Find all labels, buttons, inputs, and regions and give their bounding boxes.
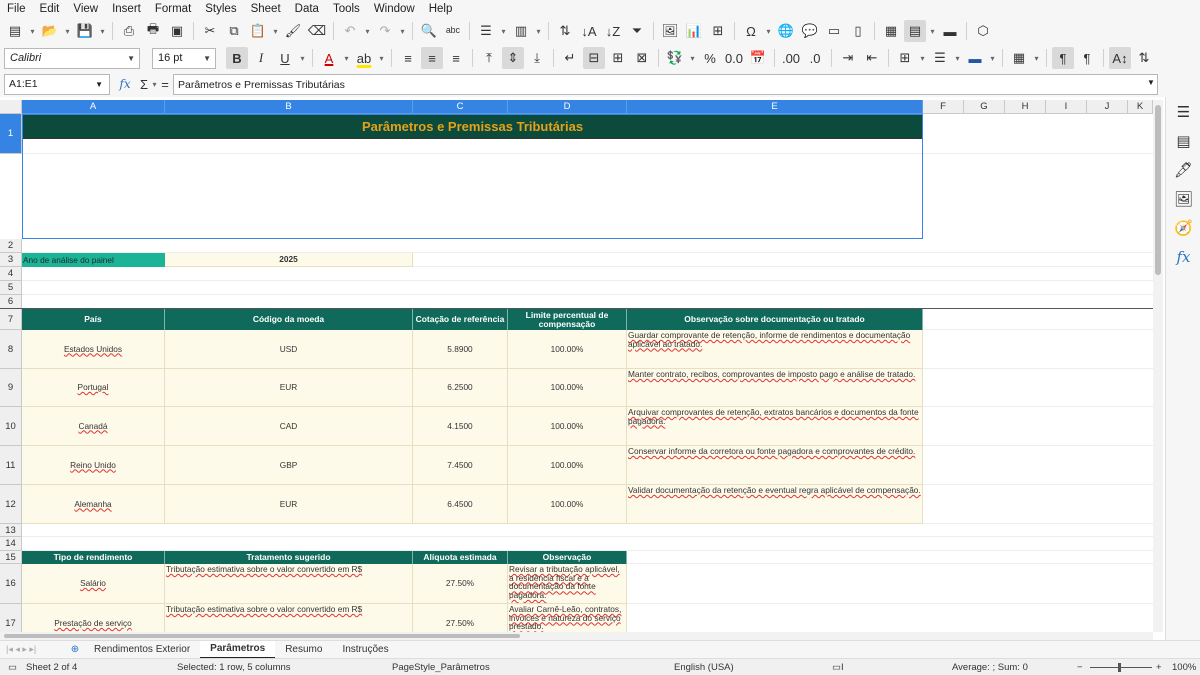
row-header-3[interactable]: 3 xyxy=(0,253,22,267)
copy-icon[interactable]: ⧉ xyxy=(229,23,239,38)
find-replace-icon[interactable]: 🔍 xyxy=(420,23,438,38)
number-format-icon[interactable]: 0.0 xyxy=(724,50,744,66)
countries-cell[interactable]: Manter contrato, recibos, comprovantes de imposto pago e análise de tratado. xyxy=(627,369,923,407)
column-header-f[interactable]: F xyxy=(923,100,964,114)
countries-header-3: Limite percentual de compensação xyxy=(508,309,627,330)
row-header-5[interactable]: 5 xyxy=(0,281,22,295)
income-cell[interactable]: 27.50% xyxy=(413,564,508,604)
countries-header-4: Observação sobre documentação ou tratado xyxy=(627,309,923,330)
standard-toolbar xyxy=(0,17,1200,45)
row-header-14[interactable]: 14 xyxy=(0,537,22,551)
comment-icon[interactable]: 💬 xyxy=(801,23,819,38)
gridline-row-5 xyxy=(22,294,1153,295)
font-name-input[interactable] xyxy=(4,48,140,69)
menu-item-format[interactable]: Format xyxy=(154,2,192,15)
countries-cell[interactable]: 100.00% xyxy=(508,407,627,446)
border-color-dropdown-icon[interactable]: ▾ xyxy=(990,53,995,63)
countries-cell[interactable]: 100.00% xyxy=(508,485,627,524)
align-left-icon[interactable]: ≡ xyxy=(404,50,412,66)
align-bottom-icon[interactable]: ⤓ xyxy=(534,50,540,65)
name-box[interactable] xyxy=(4,74,110,95)
text-direction-ltr-icon[interactable]: ¶ xyxy=(1052,47,1074,69)
undo-icon[interactable]: ↶ xyxy=(344,23,356,38)
row-header-6[interactable]: 6 xyxy=(0,295,22,309)
tab-rendimentos-exterior[interactable]: Rendimentos Exterior xyxy=(94,644,191,655)
menu-item-help[interactable]: Help xyxy=(428,2,453,15)
income-cell[interactable]: 27.50% xyxy=(413,604,508,632)
income-cell[interactable]: Prestação de serviço xyxy=(22,604,165,632)
sidebar xyxy=(1165,97,1200,657)
year-label: Ano de análise do painel xyxy=(22,253,165,267)
page-style[interactable]: PageStyle_Parâmetros xyxy=(392,662,490,673)
show-draw-functions-icon[interactable]: ▬ xyxy=(943,23,957,39)
clear-formatting-icon[interactable]: ⌫ xyxy=(307,23,327,38)
align-right-icon[interactable]: ≡ xyxy=(452,50,460,66)
menu-item-view[interactable]: View xyxy=(73,2,99,15)
properties-icon[interactable]: ▤ xyxy=(1176,132,1191,150)
sheet-title[interactable]: Parâmetros e Premissas Tributárias xyxy=(22,114,923,139)
income-header-3: Observação xyxy=(508,551,627,564)
income-cell[interactable]: Salário xyxy=(22,564,165,604)
open-folder-icon[interactable]: 📂 xyxy=(41,23,59,38)
cut-icon[interactable]: ✂ xyxy=(204,23,216,38)
align-middle-icon[interactable]: ⇕ xyxy=(502,47,524,69)
decrease-indent-icon[interactable]: ⇤ xyxy=(866,50,878,65)
wrap-text-icon[interactable]: ↵ xyxy=(564,50,576,65)
stacked-text-icon[interactable]: ⇅ xyxy=(1138,50,1150,65)
zoom-slider[interactable] xyxy=(1090,667,1152,668)
highlight-dropdown-icon[interactable]: ▾ xyxy=(379,53,384,63)
tab-parametros[interactable]: Parâmetros xyxy=(200,641,275,659)
redo-dropdown-icon[interactable]: ▾ xyxy=(400,26,405,36)
clone-formatting-icon[interactable]: 🖌 xyxy=(284,23,302,38)
countries-cell[interactable]: 5.8900 xyxy=(413,330,508,369)
row-dropdown-icon[interactable]: ▾ xyxy=(501,26,506,36)
split-window-icon[interactable]: ▤ xyxy=(904,20,926,42)
gridline-row-4 xyxy=(22,280,1153,281)
countries-cell[interactable]: 4.1500 xyxy=(413,407,508,446)
income-header-1: Tratamento sugerido xyxy=(165,551,413,564)
font-color-dropdown-icon[interactable]: ▾ xyxy=(344,53,349,63)
column-header-b[interactable]: B xyxy=(165,100,413,114)
navigator-icon[interactable]: 🧭 xyxy=(1174,219,1193,237)
merge-center-icon[interactable]: ⊟ xyxy=(583,47,605,69)
menu-item-file[interactable]: File xyxy=(7,2,26,15)
expand-formula-icon[interactable]: ▼ xyxy=(1147,78,1155,87)
formatting-toolbar xyxy=(0,45,1200,71)
border-color-icon[interactable]: ▬ xyxy=(968,50,982,66)
horizontal-scrollbar[interactable] xyxy=(0,632,1153,640)
column-header-k[interactable]: K xyxy=(1128,100,1153,114)
formula-input[interactable] xyxy=(173,74,1158,95)
paste-dropdown-icon[interactable]: ▾ xyxy=(273,26,278,36)
countries-cell[interactable]: 6.4500 xyxy=(413,485,508,524)
menu-icon[interactable]: ☰ xyxy=(1176,103,1191,121)
underline-dropdown-icon[interactable]: ▾ xyxy=(300,53,305,63)
name-box-value: A1:E1 xyxy=(9,78,38,90)
column-header-j[interactable]: J xyxy=(1087,100,1128,114)
countries-cell[interactable]: GBP xyxy=(165,446,413,485)
align-top-icon[interactable]: ⤒ xyxy=(486,50,492,65)
countries-cell[interactable]: 100.00% xyxy=(508,446,627,485)
row-header-12[interactable]: 12 xyxy=(0,485,22,524)
border-style-dropdown-icon[interactable]: ▾ xyxy=(955,53,960,63)
sum-dropdown-icon[interactable]: ▾ xyxy=(152,79,157,89)
font-size-input[interactable] xyxy=(152,48,216,69)
spreadsheet-grid[interactable] xyxy=(0,100,1153,632)
formula-bar xyxy=(0,71,1200,97)
horizontal-scroll-thumb[interactable] xyxy=(4,634,520,638)
merge-cells-icon[interactable]: ⊞ xyxy=(612,50,624,65)
formula-icon[interactable]: = xyxy=(161,76,169,92)
row-header-11[interactable]: 11 xyxy=(0,446,22,485)
countries-cell[interactable]: 7.4500 xyxy=(413,446,508,485)
row-header-17[interactable]: 17 xyxy=(0,604,22,632)
italic-icon[interactable]: I xyxy=(258,50,264,65)
sheet-position: Sheet 2 of 4 xyxy=(26,662,78,673)
vertical-scroll-thumb[interactable] xyxy=(1155,105,1161,275)
column-header-e[interactable]: E xyxy=(627,100,923,114)
insert-chart-icon[interactable]: 📊 xyxy=(685,23,703,38)
income-cell[interactable]: Tributação estimativa sobre o valor convertido em R$ xyxy=(165,604,413,632)
countries-cell[interactable]: 100.00% xyxy=(508,330,627,369)
countries-header-0: País xyxy=(22,309,165,330)
countries-cell[interactable]: Estados Unidos xyxy=(22,330,165,369)
countries-cell[interactable]: Reino Unido xyxy=(22,446,165,485)
vertical-text-icon[interactable]: A↕ xyxy=(1109,47,1131,69)
countries-cell[interactable]: Validar documentação da retenção e eventual regra aplicável de compensação. xyxy=(627,485,923,524)
print-preview-icon[interactable]: ▣ xyxy=(170,23,184,38)
income-header-0: Tipo de rendimento xyxy=(22,551,165,564)
sheet-status-icon: ▭ xyxy=(8,662,17,673)
status-bar xyxy=(0,658,1200,675)
income-cell[interactable]: Revisar a tributação aplicável, a residência fiscal e a documentação da fonte pagadora. xyxy=(508,564,627,604)
sum-icon[interactable]: Σ xyxy=(139,76,149,92)
chevron-down-icon[interactable]: ▼ xyxy=(203,53,211,63)
selection-status: Selected: 1 row, 5 columns xyxy=(177,662,291,673)
percent-icon[interactable]: % xyxy=(704,50,716,66)
countries-header-2: Cotação de referência xyxy=(413,309,508,330)
date-format-icon[interactable]: 📅 xyxy=(749,50,767,65)
menu-item-data[interactable]: Data xyxy=(294,2,319,15)
menu-item-styles[interactable]: Styles xyxy=(205,2,237,15)
menu-item-tools[interactable]: Tools xyxy=(332,2,360,15)
row-header-2[interactable]: 2 xyxy=(0,239,22,253)
countries-cell[interactable]: EUR xyxy=(165,369,413,407)
conditional-format-icon[interactable]: ▦ xyxy=(1012,50,1026,65)
countries-header-1: Código da moeda xyxy=(165,309,413,330)
row-header-1[interactable]: 1 xyxy=(0,114,22,154)
sort-descending-icon[interactable]: ↓Z xyxy=(605,23,621,39)
column-header-c[interactable]: C xyxy=(413,100,508,114)
countries-cell[interactable]: 6.2500 xyxy=(413,369,508,407)
gallery-icon[interactable]: 🖼 xyxy=(1173,190,1194,208)
underline-icon[interactable]: U xyxy=(280,50,290,66)
zoom-out-icon[interactable]: − xyxy=(1077,662,1083,673)
conditional-dropdown-icon[interactable]: ▾ xyxy=(1034,53,1039,63)
delete-decimal-icon[interactable]: .0 xyxy=(809,50,821,66)
bold-icon[interactable]: B xyxy=(226,47,248,69)
function-wizard-icon[interactable]: fx xyxy=(119,77,131,91)
language-status[interactable]: English (USA) xyxy=(674,662,734,673)
year-value[interactable]: 2025 xyxy=(165,253,413,267)
font-name-value: Calibri xyxy=(10,52,42,64)
special-character-icon[interactable]: Ω xyxy=(746,23,756,39)
functions-icon[interactable]: fx xyxy=(1176,247,1191,266)
align-center-icon[interactable]: ≡ xyxy=(421,47,443,69)
increase-indent-icon[interactable]: ⇥ xyxy=(842,50,854,65)
row-header-9[interactable]: 9 xyxy=(0,369,22,407)
headers-footers-icon[interactable]: ▭ xyxy=(827,23,841,38)
new-document-icon[interactable]: ▤ xyxy=(8,23,22,38)
row-icon[interactable]: ☰ xyxy=(480,23,492,38)
redo-icon[interactable]: ↷ xyxy=(379,23,391,38)
new-dropdown-icon[interactable]: ▾ xyxy=(30,26,35,36)
add-decimal-icon[interactable]: .00 xyxy=(781,50,801,66)
chevron-down-icon[interactable]: ▼ xyxy=(127,53,135,63)
font-size-value: 16 pt xyxy=(158,52,183,64)
text-direction-rtl-icon[interactable]: ¶ xyxy=(1083,50,1091,66)
row-header-4[interactable]: 4 xyxy=(0,267,22,281)
undo-dropdown-icon[interactable]: ▾ xyxy=(365,26,370,36)
formula-content: Parâmetros e Premissas Tributárias xyxy=(178,78,345,91)
font-color-icon[interactable]: A xyxy=(324,50,334,66)
freeze-rows-icon[interactable]: ▦ xyxy=(884,23,898,38)
row-header-13[interactable]: 13 xyxy=(0,524,22,537)
insert-image-icon[interactable]: 🖼 xyxy=(661,23,679,38)
sort-ascending-icon[interactable]: ↓A xyxy=(581,23,597,39)
row-header-15[interactable]: 15 xyxy=(0,551,22,564)
menu-item-window[interactable]: Window xyxy=(373,2,415,15)
countries-cell[interactable]: Canadá xyxy=(22,407,165,446)
chevron-down-icon[interactable]: ▼ xyxy=(95,79,103,89)
column-header-d[interactable]: D xyxy=(508,100,627,114)
countries-cell[interactable]: 100.00% xyxy=(508,369,627,407)
select-all-corner[interactable] xyxy=(0,100,22,114)
shapes-icon[interactable]: ⬡ xyxy=(977,23,989,38)
countries-cell[interactable]: USD xyxy=(165,330,413,369)
column-header-h[interactable]: H xyxy=(1005,100,1046,114)
tab-navigation-icon[interactable]: |◂ ◂ ▸ ▸| xyxy=(6,644,37,654)
row-header-10[interactable]: 10 xyxy=(0,407,22,446)
paste-icon[interactable]: 📋 xyxy=(249,23,267,38)
spellcheck-icon[interactable]: ᵃᵇᶜ xyxy=(445,23,461,39)
income-cell[interactable]: Tributação estimativa sobre o valor convertido em R$ xyxy=(165,564,413,604)
countries-cell[interactable]: Guardar comprovante de retenção, informe de rendimentos e documentação aplicável ao tratado. xyxy=(627,330,923,369)
add-sheet-icon[interactable]: ⊕ xyxy=(70,644,80,655)
define-print-area-icon[interactable]: ▯ xyxy=(854,23,862,38)
menu-item-sheet[interactable]: Sheet xyxy=(250,2,281,15)
zoom-level[interactable]: 100% xyxy=(1172,662,1197,673)
gridline-row-1 xyxy=(22,153,1153,154)
pivot-table-icon[interactable]: ⊞ xyxy=(712,23,724,38)
countries-cell[interactable]: Portugal xyxy=(22,369,165,407)
border-style-icon[interactable]: ☰ xyxy=(934,50,946,65)
export-pdf-icon[interactable]: ⎙ xyxy=(123,23,135,38)
unmerge-cells-icon[interactable]: ⊠ xyxy=(636,50,648,65)
save-icon[interactable]: 💾 xyxy=(76,23,94,38)
hyperlink-icon[interactable]: 🌐 xyxy=(777,23,795,38)
borders-icon[interactable]: ⊞ xyxy=(899,50,911,65)
gridline-row-13 xyxy=(22,536,1153,537)
print-icon[interactable]: 🖶 xyxy=(146,21,160,36)
save-dropdown-icon[interactable]: ▾ xyxy=(100,26,105,36)
income-header-2: Alíquota estimada xyxy=(413,551,508,564)
countries-cell[interactable]: Alemanha xyxy=(22,485,165,524)
tab-instrucoes[interactable]: Instruções xyxy=(342,644,389,655)
borders-dropdown-icon[interactable]: ▾ xyxy=(920,53,925,63)
vertical-scrollbar[interactable] xyxy=(1153,100,1163,632)
open-dropdown-icon[interactable]: ▾ xyxy=(65,26,70,36)
sort-icon[interactable]: ⇅ xyxy=(559,23,571,38)
column-header-i[interactable]: I xyxy=(1046,100,1087,114)
countries-cell[interactable]: EUR xyxy=(165,485,413,524)
split-dropdown-icon[interactable]: ▾ xyxy=(930,26,935,36)
zoom-slider-thumb[interactable] xyxy=(1118,663,1121,672)
countries-cell[interactable]: CAD xyxy=(165,407,413,446)
row-header-8[interactable]: 8 xyxy=(0,330,22,369)
row-header-16[interactable]: 16 xyxy=(0,564,22,604)
column-header-g[interactable]: G xyxy=(964,100,1005,114)
column-icon[interactable]: ▥ xyxy=(514,23,528,38)
menu-item-edit[interactable]: Edit xyxy=(39,2,60,15)
special-char-dropdown-icon[interactable]: ▾ xyxy=(766,26,771,36)
styles-icon[interactable]: 🖋 xyxy=(1173,161,1194,179)
selection-mode-icon[interactable]: ▭I xyxy=(832,662,844,673)
sheet-tab-bar xyxy=(0,640,1200,658)
menu-item-insert[interactable]: Insert xyxy=(112,2,141,15)
income-cell[interactable]: Avaliar Carnê-Leão, contratos, invoices e natureza do serviço prestado. xyxy=(508,604,627,632)
highlight-color-icon[interactable]: ab xyxy=(356,50,372,66)
tab-resumo[interactable]: Resumo xyxy=(285,644,323,655)
countries-cell[interactable]: Conservar informe da corretora ou fonte pagadora e comprovantes de crédito. xyxy=(627,446,923,485)
autofilter-icon[interactable]: ⏷ xyxy=(631,23,643,38)
countries-cell[interactable]: Arquivar comprovantes de retenção, extratos bancários e documentos da fonte pagadora. xyxy=(627,407,923,446)
currency-icon[interactable]: 💱 xyxy=(666,50,684,65)
column-dropdown-icon[interactable]: ▾ xyxy=(536,26,541,36)
sum-status: Average: ; Sum: 0 xyxy=(952,662,1028,673)
menu-bar xyxy=(0,0,1200,17)
zoom-in-icon[interactable]: + xyxy=(1156,662,1162,673)
column-header-a[interactable]: A xyxy=(22,100,165,114)
currency-dropdown-icon[interactable]: ▾ xyxy=(690,53,695,63)
row-header-7[interactable]: 7 xyxy=(0,309,22,330)
